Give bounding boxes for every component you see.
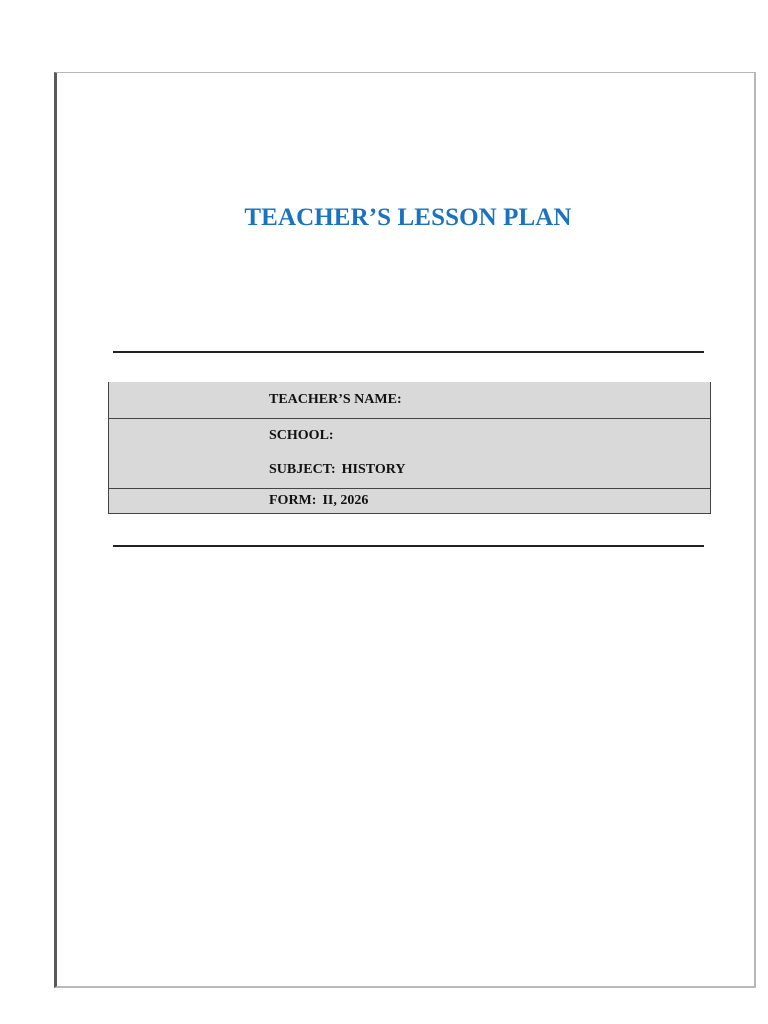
document-title: TEACHER’S LESSON PLAN	[244, 204, 572, 231]
subject-label: SUBJECT:	[269, 462, 336, 477]
teacher-info-table	[108, 382, 711, 514]
school-label: SCHOOL:	[269, 427, 334, 443]
form-value: II, 2026	[322, 493, 369, 508]
form-row	[109, 488, 710, 513]
subject-value: HISTORY	[341, 462, 406, 477]
document-page	[54, 72, 756, 988]
form-label: FORM:	[269, 493, 317, 508]
school-row	[109, 418, 710, 452]
top-horizontal-rule	[113, 351, 704, 353]
bottom-horizontal-rule	[113, 545, 704, 547]
teacher-name-row	[109, 382, 710, 418]
subject-row	[109, 452, 710, 488]
teacher-name-label: TEACHER’S NAME:	[269, 392, 402, 407]
